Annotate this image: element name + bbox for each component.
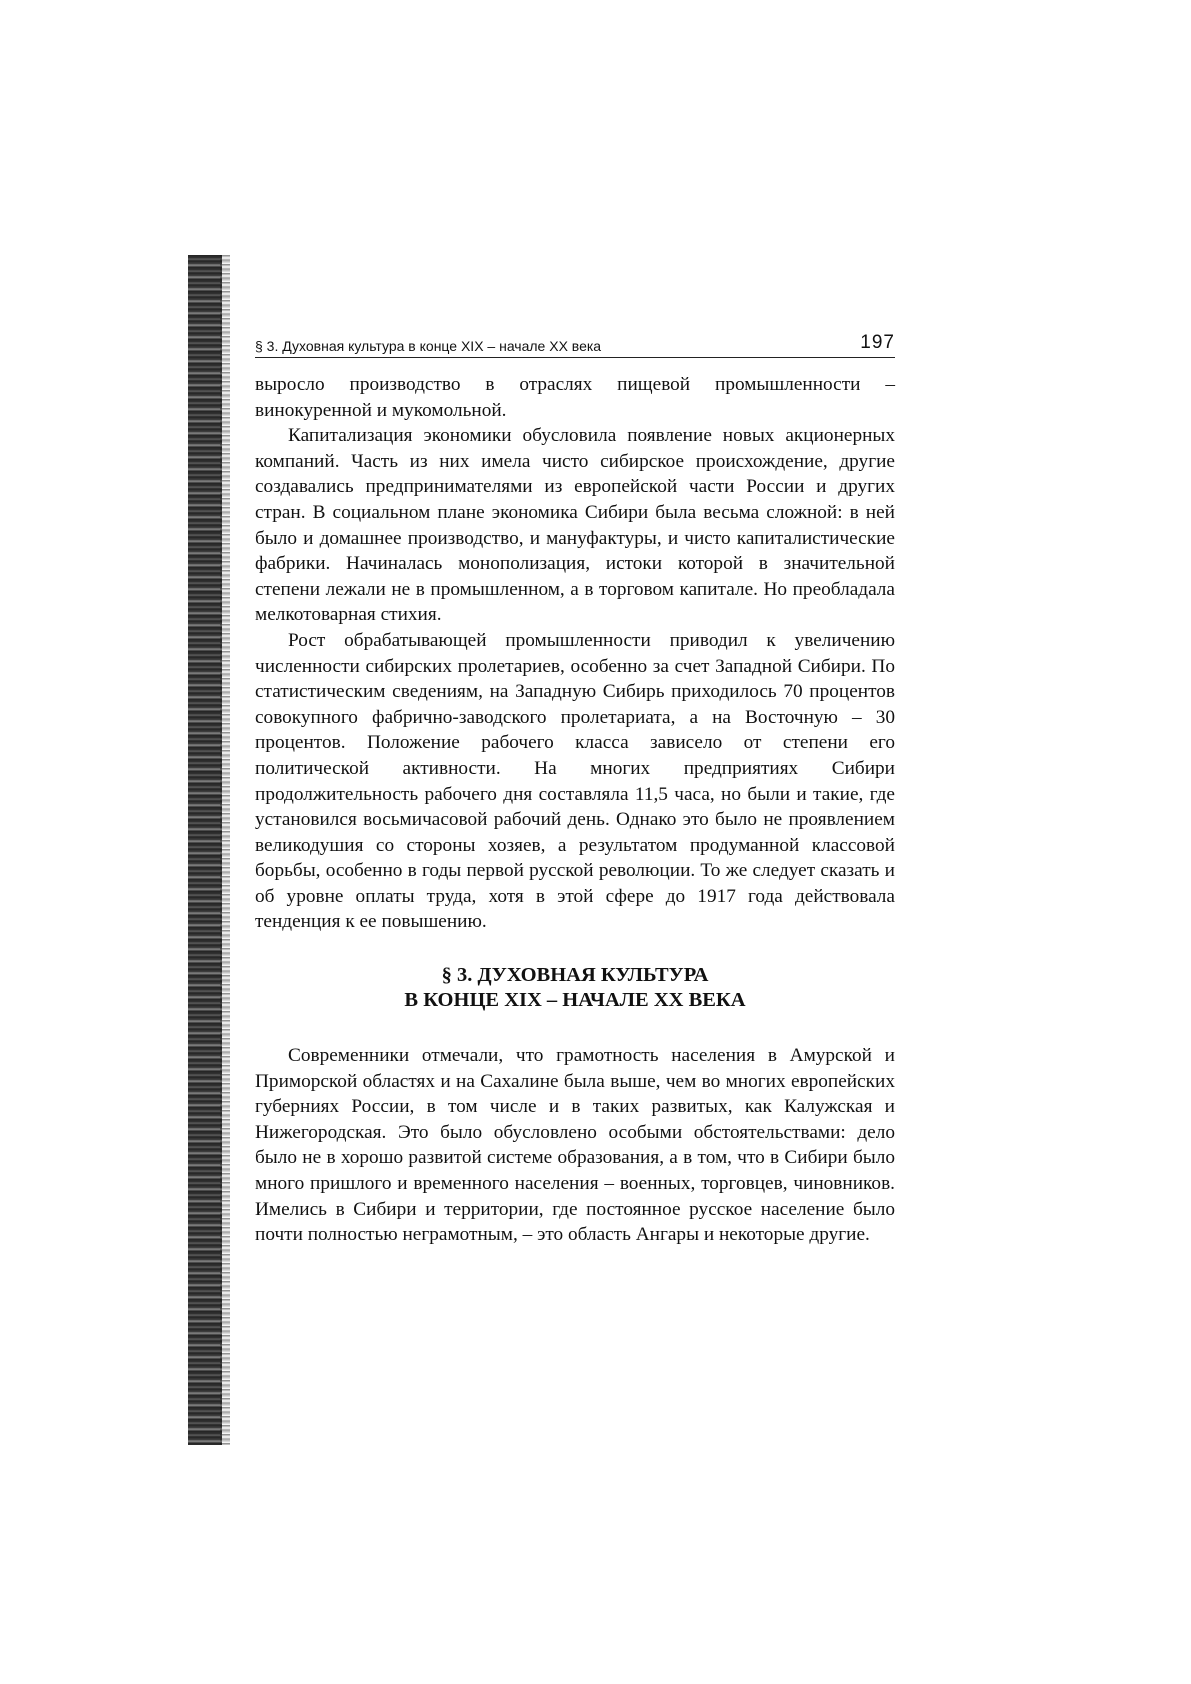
body-text xyxy=(255,372,895,1248)
page-number: 197 xyxy=(860,332,895,353)
paragraph: выросло производство в отраслях пищевой промышленности – винокуренной и мукомольной. xyxy=(255,374,895,421)
scanned-binding-edge xyxy=(188,255,222,1445)
book-page xyxy=(255,330,895,1248)
section-heading-line-2: В КОНЦЕ XIX – НАЧАЛЕ XX ВЕКА xyxy=(404,989,746,1012)
paragraph: Капитализация экономики обусловила появление новых акционерных компаний. Часть из них имела чисто сибирское происхождение, другие создавались предпринимателями из европейской части России и других стран. В социальном плане экономика Сибири была весьма сложной: в ней было и домашнее производство, и мануфактуры, и чисто капиталистические фабрики. Начиналась монополизация, истоки которой в значительной степени лежали не в промышленном, а в торговом капитале. Но преобладала мелкотоварная стихия. xyxy=(255,425,895,626)
section-heading-line-1: § 3. ДУХОВНАЯ КУЛЬТУРА xyxy=(441,964,709,987)
running-title: § 3. Духовная культура в конце XIX – начале XX века xyxy=(255,338,602,354)
paragraph: Современники отмечали, что грамотность населения в Амурской и Приморской областях и на Сахалине была выше, чем во многих европейских губерниях России, в том числе и в таких развитых, как Калужская и Нижегородская. Это было обусловлено особыми обстоятельствами: дело было не в хорошо развитой системе образования, а в том, что в Сибири было много пришлого и временного населения – военных, торговцев, чиновников. Имелись в Сибири и территории, где постоянное русское население было почти полностью неграмотным, – это область Ангары и некоторые другие. xyxy=(255,1045,895,1246)
section-heading xyxy=(255,963,895,1013)
paragraph: Рост обрабатывающей промышленности приводил к увеличению численности сибирских пролетариев, особенно за счет Западной Сибири. По статистическим сведениям, на Западную Сибирь приходилось 70 процентов совокупного фабрично-заводского пролетариата, а на Восточную – 30 процентов. Положение рабочего класса зависело от степени его политической активности. На многих предприятиях Сибири продолжительность рабочего дня составляла 11,5 часа, но были и такие, где установился восьмичасовой рабочий день. Однако это было не проявлением великодушия со стороны хозяев, а результатом продуманной классовой борьбы, особенно в годы первой русской революции. То же следует сказать и об уровне оплаты труда, хотя в этой сфере до 1917 года действовала тенденция к ее повышению. xyxy=(255,629,895,933)
running-header xyxy=(255,330,895,358)
